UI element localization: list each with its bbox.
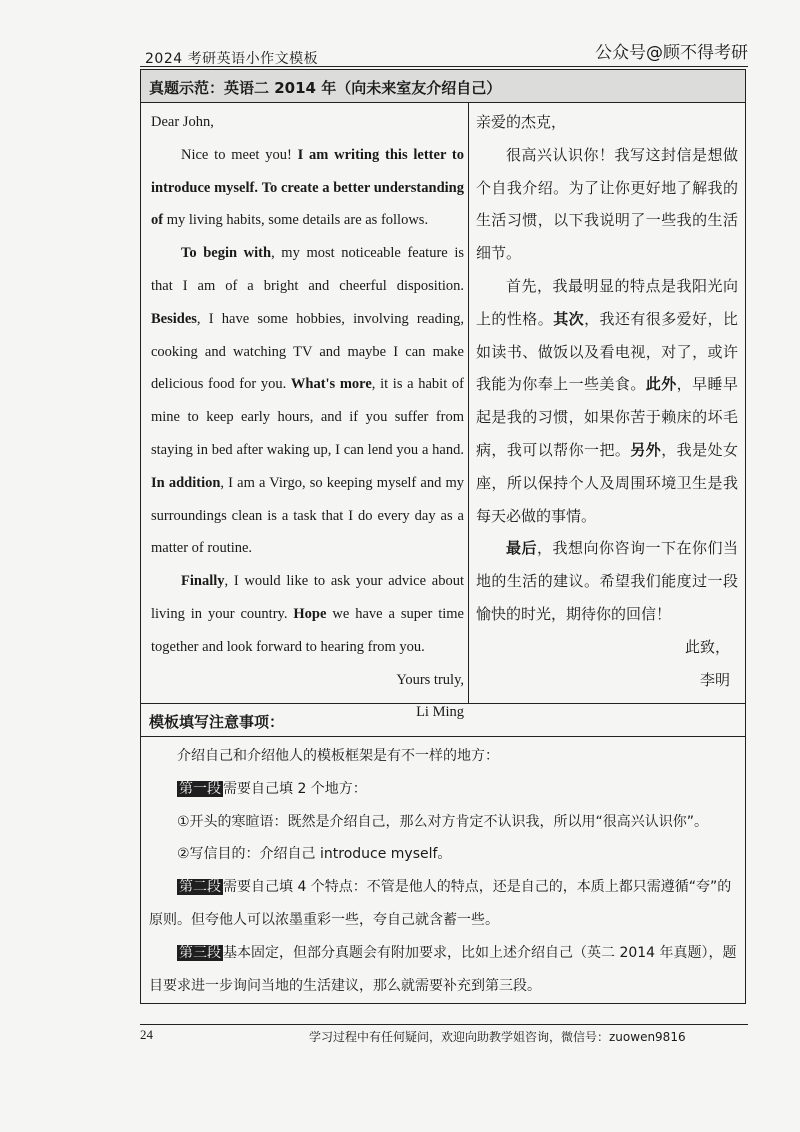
section-divider bbox=[141, 703, 745, 704]
footer-divider bbox=[140, 1024, 748, 1025]
header-divider bbox=[140, 66, 748, 67]
chinese-paragraph-3: 最后，我想向你咨询一下在你们当地的生活的建议。希望我们能度过一段愉快的时光，期待你的回信！ bbox=[476, 539, 738, 623]
content-frame bbox=[140, 69, 746, 1004]
para3-tag: 第三段 bbox=[179, 944, 221, 961]
watermark-account: 公众号@顾不得考研 bbox=[595, 43, 748, 63]
notes-intro: 介绍自己和介绍他人的模板框架是有不一样的地方： bbox=[177, 748, 499, 764]
english-paragraph-2: To begin with, my most noticeable feature is that I am of a bright and cheerful disposition. Besides, I have some hobbies, involving reading, cooking and watching TV and maybe I can make delicious food for you. What's more, it is a habit of mine to keep early hours, and if you suffer from staying in bed after waking up, I can lend you a hand. In addition, I am a Virgo, so keeping myself and my surroundings clean is a task that I do every day as a matter of routine. bbox=[151, 245, 464, 557]
notes-para1: 第一段 需要自己填 2 个地方： bbox=[179, 780, 367, 797]
footer-text: 学习过程中有任何疑问，欢迎向助教学姐咨询，微信号：zuowen9816 bbox=[309, 1030, 686, 1044]
english-letter bbox=[151, 106, 464, 729]
notes-divider bbox=[141, 736, 745, 737]
notes-para3: 第三段 基本固定，但部分真题会有附加要求，比如上述介绍自己（英二 2014 年真题），题目要求进一步询问当地的生活建议，那么就需要补充到第三段。 bbox=[149, 944, 737, 994]
notes-item2: ②写信目的：介绍自己 introduce myself。 bbox=[177, 846, 452, 863]
english-salutation: Dear John, bbox=[151, 114, 214, 130]
notes-body bbox=[149, 740, 739, 1002]
chinese-letter bbox=[476, 106, 738, 696]
english-signature: Li Ming bbox=[416, 704, 464, 721]
section-title: 真题示范：英语二 2014 年（向未来室友介绍自己） bbox=[141, 70, 745, 103]
column-divider bbox=[468, 103, 469, 703]
para2-tag: 第二段 bbox=[179, 879, 221, 896]
notes-title: 模板填写注意事项： bbox=[149, 713, 285, 731]
chinese-signature: 李明 bbox=[699, 670, 730, 689]
page-number: 24 bbox=[140, 1027, 153, 1042]
chinese-closing: 此致， bbox=[684, 637, 730, 656]
chinese-paragraph-2: 首先，我最明显的特点是我阳光向上的性格。其次，我还有很多爱好，比如读书、做饭以及看电视，对了，或许我能为你奉上一些美食。此外，早睡早起是我的习惯，如果你苦于赖床的坏毛病，我可以帮你一把。另外，我是处女座，所以保持个人及周围环境卫生是我每天必做的事情。 bbox=[476, 276, 738, 525]
english-paragraph-3: Finally, I would like to ask your advice about living in your country. Hope we have a super time together and look forward to hearing from you. bbox=[151, 573, 464, 655]
english-closing: Yours truly, bbox=[396, 671, 464, 688]
notes-item1: ①开头的寒暄语：既然是介绍自己，那么对方肯定不认识我，所以用“很高兴认识你”。 bbox=[177, 813, 709, 830]
notes-para2: 第二段 需要自己填 4 个特点：不管是他人的特点，还是自己的，本质上都只需遵循“夸”的原则。但夸他人可以浓墨重彩一些，夸自己就含蓄一些。 bbox=[149, 879, 732, 928]
chinese-paragraph-1: 很高兴认识你！我写这封信是想做个自我介绍。为了让你更好地了解我的生活习惯，以下我说明了一些我的生活细节。 bbox=[476, 145, 738, 263]
document-header-title: 2024 考研英语小作文模板 bbox=[145, 51, 319, 67]
chinese-salutation: 亲爱的杰克， bbox=[476, 113, 567, 131]
english-paragraph-1: Nice to meet you! I am writing this letter to introduce myself. To create a better understanding of my living habits, some details are as follows. bbox=[151, 146, 464, 229]
para1-tag: 第一段 bbox=[179, 780, 221, 797]
